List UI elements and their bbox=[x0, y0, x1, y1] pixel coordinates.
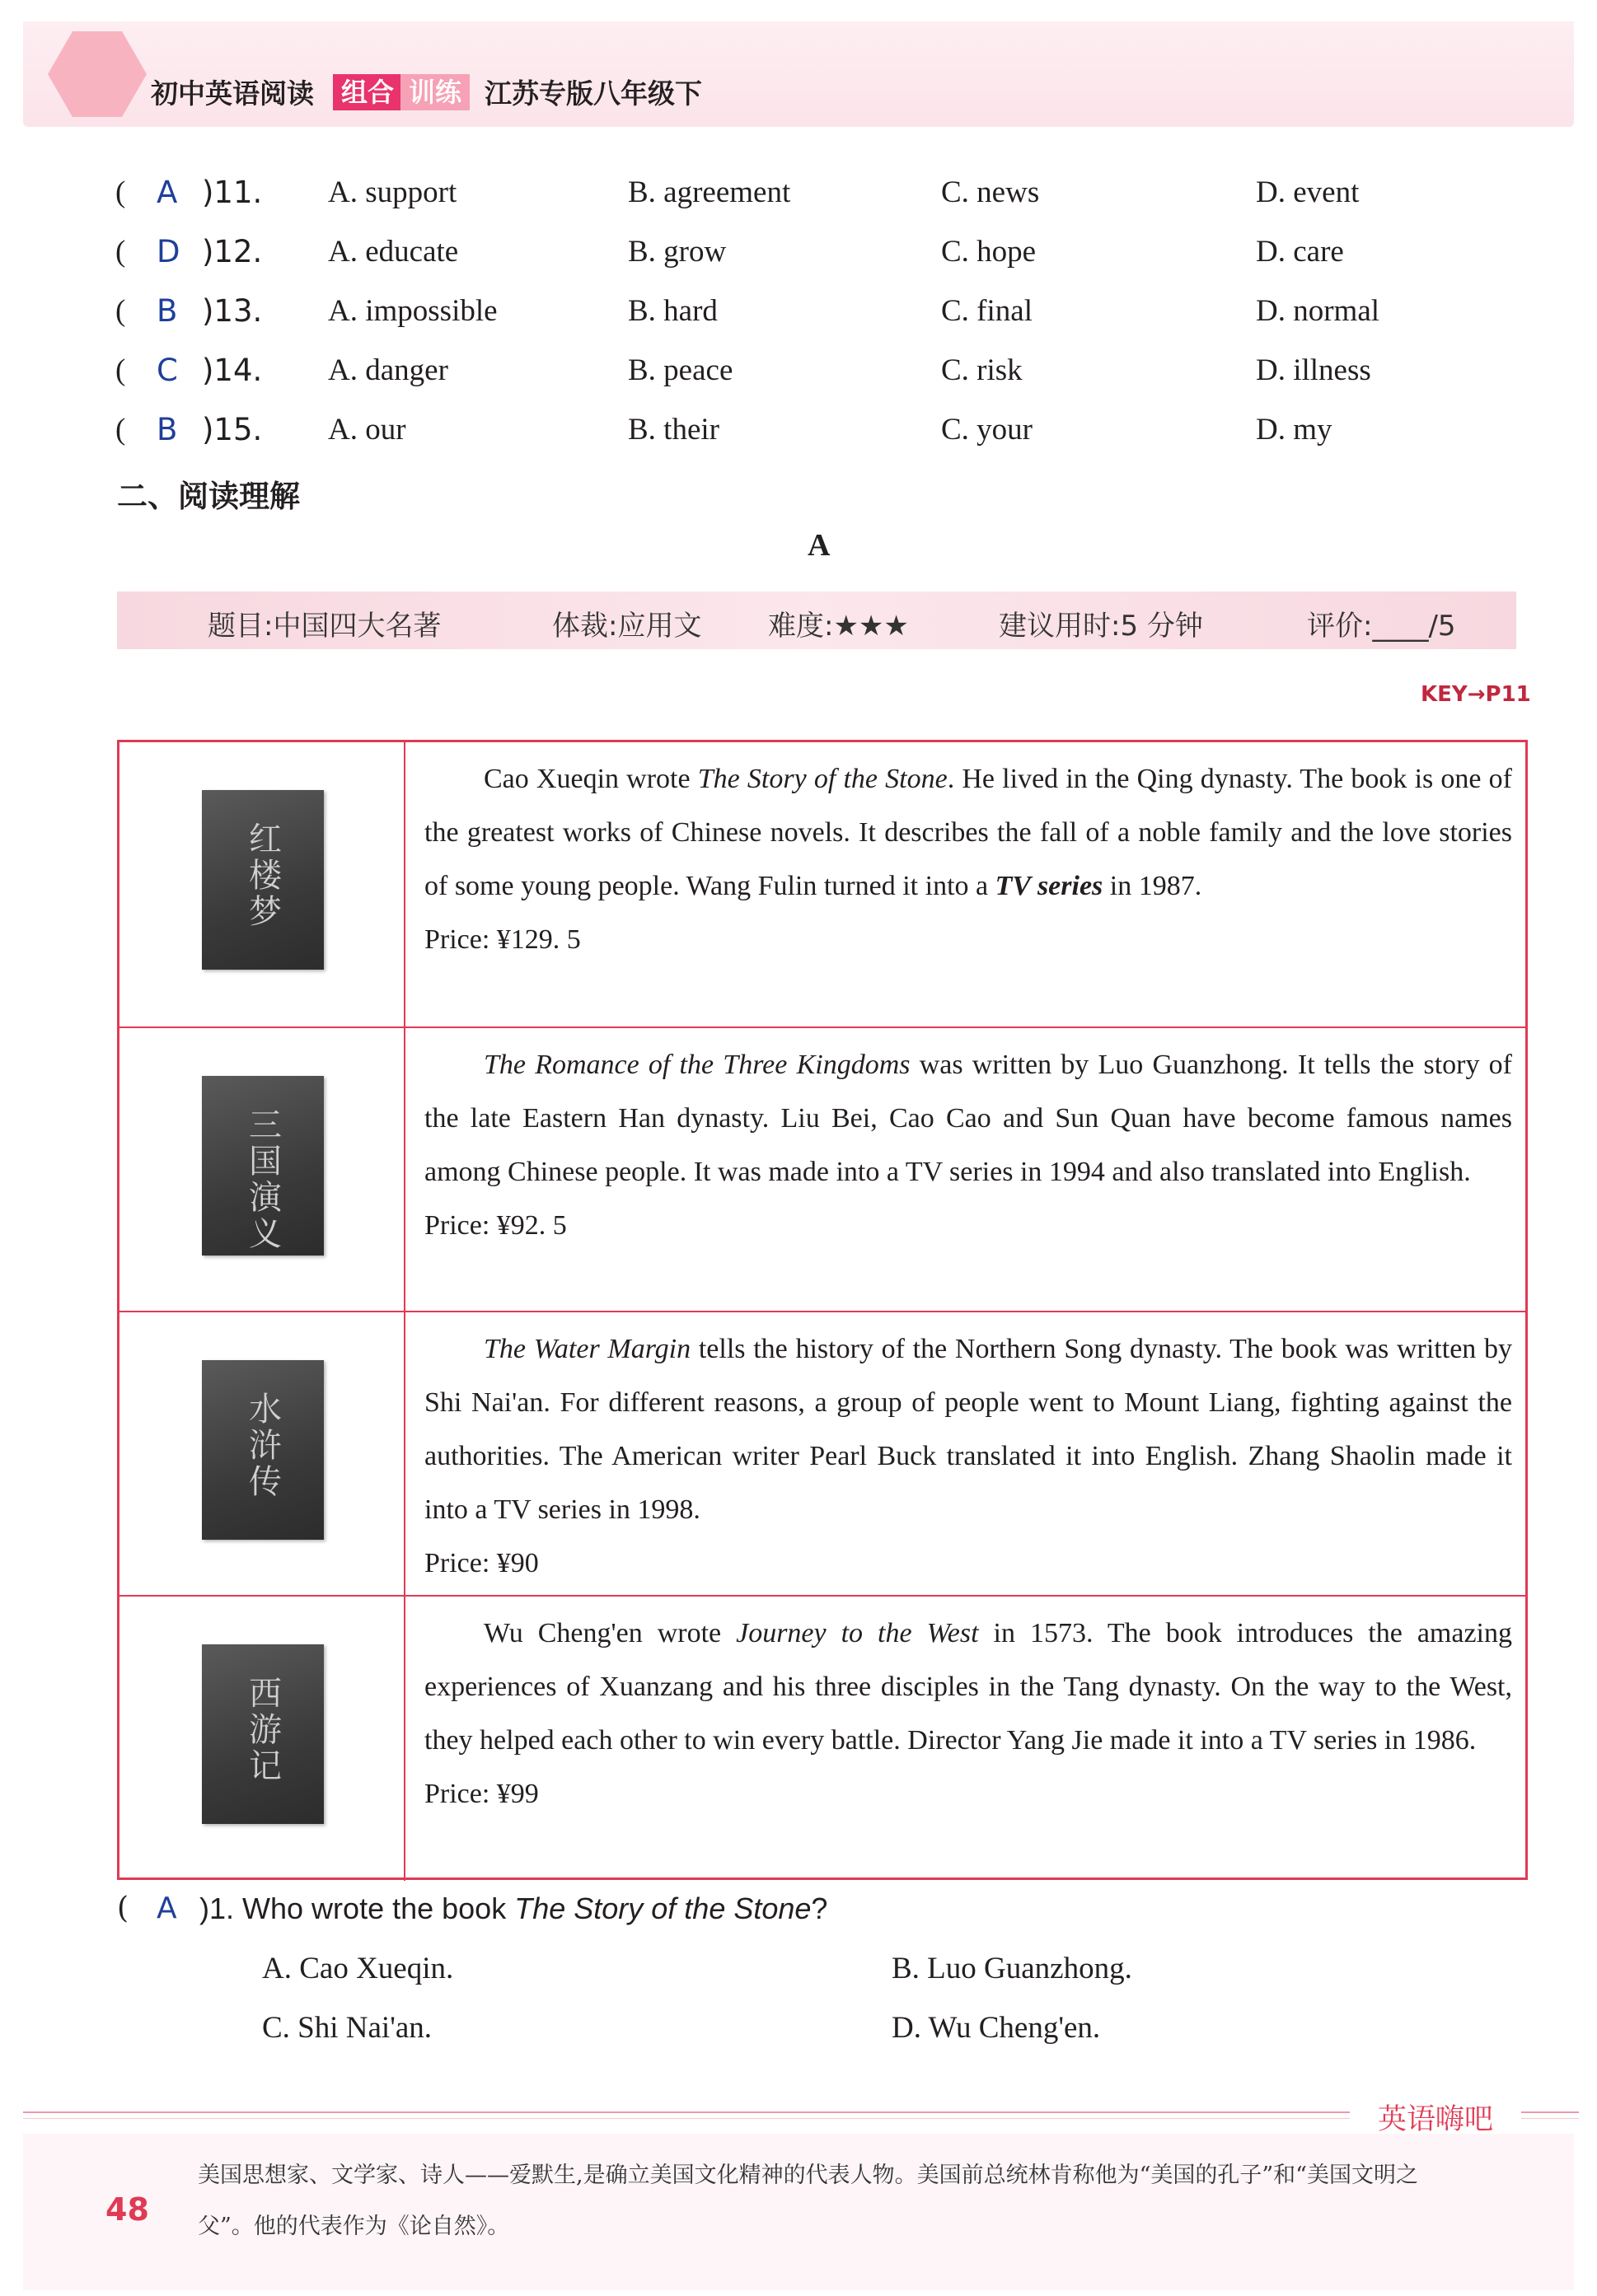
book-description bbox=[424, 1606, 1512, 1821]
book-price: Price: ¥129. 5 bbox=[424, 924, 581, 955]
book-price: Price: ¥90 bbox=[424, 1548, 539, 1578]
info-time: 建议用时:5 分钟 bbox=[999, 610, 1203, 643]
question-number: )15. bbox=[202, 412, 263, 447]
footer-label: 英语嗨吧 bbox=[1378, 2103, 1494, 2136]
info-score: 评价:____/5 bbox=[1307, 610, 1456, 643]
book-cover-image bbox=[202, 1360, 324, 1540]
answer-bracket: ( bbox=[115, 353, 126, 387]
answer-letter: A bbox=[157, 1892, 177, 1925]
option-b: B. agreement bbox=[628, 175, 791, 209]
info-difficulty: 难度:★★★ bbox=[768, 610, 909, 643]
book-text-pre: Cao Xueqin wrote bbox=[484, 764, 698, 794]
book-row bbox=[119, 1311, 1525, 1597]
series-title: 初中英语阅读 bbox=[151, 77, 314, 110]
book-cover-cell bbox=[119, 1028, 405, 1312]
question-number: )12. bbox=[202, 234, 263, 269]
book-cover-title: 水浒传 bbox=[243, 1391, 282, 1500]
option-a: A. our bbox=[328, 413, 406, 447]
book-text-title: The Story of the Stone bbox=[697, 764, 948, 794]
option-a: A. support bbox=[328, 175, 457, 209]
choice-d: D. Wu Cheng'en. bbox=[892, 2011, 1101, 2045]
option-c: C. news bbox=[941, 175, 1040, 209]
book-text-tail: in 1987. bbox=[1103, 871, 1202, 901]
option-c: C. your bbox=[941, 413, 1033, 447]
section-title: 二、阅读理解 bbox=[117, 479, 300, 514]
book-cover-cell bbox=[119, 1312, 405, 1597]
book-cover-title: 三国演义 bbox=[243, 1107, 282, 1252]
book-paragraph bbox=[424, 752, 1512, 913]
edition-title: 江苏专版八年级下 bbox=[485, 77, 702, 110]
book-paragraph bbox=[424, 1606, 1512, 1767]
option-c: C. hope bbox=[941, 235, 1037, 269]
page-number: 48 bbox=[105, 2191, 149, 2228]
footer-rule bbox=[23, 2111, 1350, 2113]
book-price: Price: ¥92. 5 bbox=[424, 1210, 567, 1241]
book-text-post: in 1573. The book introduces the amazing experiences of Xuanzang and his three disciples in the Tang dynasty. On the way to the West, they helped each other to win every battle. Director Yang Jie made it into a TV series in 1986. bbox=[424, 1618, 1512, 1756]
book-description bbox=[424, 1322, 1512, 1590]
book-cover-image bbox=[202, 1644, 324, 1824]
info-genre: 体裁:应用文 bbox=[552, 610, 702, 643]
choice-a: A. Cao Xueqin. bbox=[262, 1952, 454, 1985]
option-a: A. danger bbox=[328, 353, 448, 387]
question-number: )11. bbox=[202, 175, 263, 210]
option-a: A. educate bbox=[328, 235, 459, 269]
choice-c: C. Shi Nai'an. bbox=[262, 2011, 433, 2045]
book-cover-image bbox=[202, 790, 324, 970]
book-text-post: tells the history of the Northern Song dynasty. The book was written by Shi Nai'an. For different reasons, a group of people went to Mount Liang, fighting against the authorities. The American writer Pearl Buck translated it into English. Zhang Shaolin made it into a TV series in 1998. bbox=[424, 1334, 1512, 1525]
answer-bracket: ( bbox=[115, 413, 126, 447]
footer-note: 美国思想家、文学家、诗人——爱默生,是确立美国文化精神的代表人物。美国前总统林肯称他为“美国的孔子”和“美国文明之父”。他的代表作为《论自然》。 bbox=[198, 2163, 1418, 2239]
book-cover-title: 红楼梦 bbox=[243, 821, 282, 930]
book-price: Price: ¥99 bbox=[424, 1779, 539, 1809]
book-row bbox=[119, 742, 1525, 1026]
choice-b: B. Luo Guanzhong. bbox=[892, 1952, 1132, 1985]
question-number: )13. bbox=[202, 293, 263, 329]
option-b: B. their bbox=[628, 413, 719, 447]
book-paragraph bbox=[424, 1038, 1512, 1199]
option-b: B. hard bbox=[628, 294, 718, 328]
book-cover-image bbox=[202, 1076, 324, 1256]
option-b: B. grow bbox=[628, 235, 727, 269]
option-d: D. illness bbox=[1256, 353, 1371, 387]
option-d: D. my bbox=[1256, 413, 1332, 447]
book-description bbox=[424, 752, 1512, 966]
answer-letter: D bbox=[157, 234, 180, 269]
cloze-option-row bbox=[115, 234, 1516, 283]
answer-bracket: ( bbox=[115, 294, 126, 328]
book-text-post: . He lived in the Qing dynasty. The book is one of the greatest works of Chinese novels. It describes the fall of a noble family and the love stories of some young people. Wang Fulin turned it into a bbox=[424, 764, 1512, 901]
cloze-option-row bbox=[115, 175, 1516, 224]
option-d: D. care bbox=[1256, 235, 1344, 269]
answer-bracket: ( bbox=[115, 235, 126, 269]
book-cover-cell bbox=[119, 742, 405, 1026]
cloze-option-row bbox=[115, 412, 1516, 461]
info-topic: 题目:中国四大名著 bbox=[208, 610, 442, 643]
book-text-title: Journey to the West bbox=[736, 1618, 979, 1648]
option-a: A. impossible bbox=[328, 294, 498, 328]
answer-letter: C bbox=[157, 353, 178, 388]
book-paragraph bbox=[424, 1322, 1512, 1536]
book-row bbox=[119, 1026, 1525, 1312]
footer-rule-right-thin bbox=[1521, 2118, 1579, 2119]
footer-rule-right bbox=[1521, 2111, 1579, 2113]
cloze-option-row bbox=[115, 293, 1516, 343]
book-text-post: was written by Luo Guanzhong. It tells the story of the late Eastern Han dynasty. Liu Bei, Cao Cao and Sun Quan have become famous names among Chinese people. It was made into a TV series in 1994 and also translated into English. bbox=[424, 1050, 1512, 1187]
book-row bbox=[119, 1595, 1525, 1881]
answer-letter: A bbox=[157, 175, 178, 210]
answer-bracket: ( bbox=[115, 175, 126, 209]
series-tag-1: 组合 bbox=[333, 74, 402, 110]
info-bar bbox=[117, 592, 1516, 649]
question-stem: )1. Who wrote the book The Story of the Stone? bbox=[199, 1892, 828, 1925]
book-cover-title: 西游记 bbox=[243, 1676, 282, 1784]
answer-letter: B bbox=[157, 293, 178, 329]
books-table bbox=[117, 740, 1528, 1880]
option-c: C. risk bbox=[941, 353, 1023, 387]
book-text-pre: Wu Cheng'en wrote bbox=[484, 1618, 737, 1648]
answer-letter: B bbox=[157, 412, 178, 447]
footer-rule-thin bbox=[23, 2118, 1350, 2119]
option-b: B. peace bbox=[628, 353, 733, 387]
passage-letter: A bbox=[808, 528, 831, 563]
book-text-title: The Romance of the Three Kingdoms bbox=[484, 1050, 911, 1080]
book-text-emph: TV series bbox=[995, 871, 1103, 901]
option-d: D. event bbox=[1256, 175, 1360, 209]
option-c: C. final bbox=[941, 294, 1033, 328]
option-d: D. normal bbox=[1256, 294, 1380, 328]
answer-bracket: ( bbox=[117, 1892, 129, 1925]
cloze-option-row bbox=[115, 353, 1516, 402]
book-description bbox=[424, 1038, 1512, 1252]
answer-key-ref: KEY→P11 bbox=[1421, 682, 1531, 707]
question-number: )14. bbox=[202, 353, 263, 388]
series-tag-2: 训练 bbox=[400, 74, 470, 110]
book-cover-cell bbox=[119, 1597, 405, 1881]
book-text-title: The Water Margin bbox=[484, 1334, 691, 1364]
